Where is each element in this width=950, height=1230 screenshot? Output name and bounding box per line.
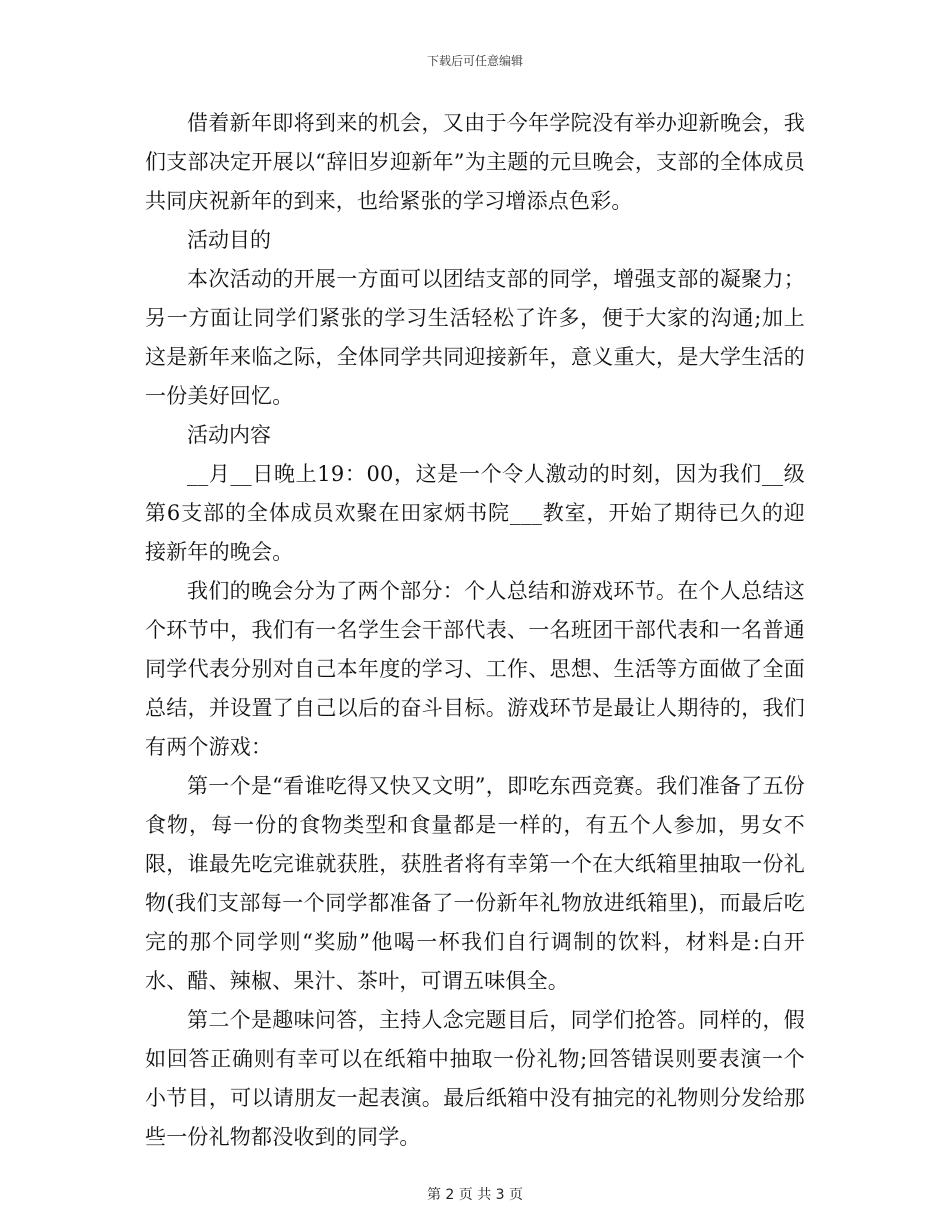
page-number: 第 2 页 共 3 页 <box>426 1187 524 1203</box>
paragraph-intro: 借着新年即将到来的机会，又由于今年学院没有举办迎新晚会，我们支部决定开展以“辞旧岁迎新年”为主题的元旦晚会，支部的全体成员共同庆祝新年的到来，也给紧张的学习增添点色彩。 <box>145 111 805 213</box>
paragraph-game-one: 第一个是“看谁吃得又快又文明”，即吃东西竞赛。我们准备了五份食物，每一份的食物类型和食量都是一样的，有五个人参加，男女不限，谁最先吃完谁就获胜，获胜者将有幸第一个在大纸箱里抽取一份礼物(我们支部每一个同学都准备了一份新年礼物放进纸箱里)，而最后吃完的那个同学则“奖励”他喝一杯我们自行调制的饮料，材料是:白开水、醋、辣椒、果汁、茶叶，可谓五味俱全。 <box>145 774 805 993</box>
document-body <box>145 104 805 1157</box>
section-heading-content: 活动内容 <box>187 423 271 447</box>
paragraph-game-two: 第二个是趣味问答，主持人念完题目后，同学们抢答。同样的，假如回答正确则有幸可以在纸箱中抽取一份礼物;回答错误则要表演一个小节目，可以请朋友一起表演。最后纸箱中没有抽完的礼物则分发给那些一份礼物都没收到的同学。 <box>145 1008 805 1149</box>
paragraph-event-time: __月__日晚上19：00，这是一个令人激动的时刻，因为我们__级第6支部的全体成员欢聚在田家炳书院___教室，开始了期待已久的迎接新年的晚会。 <box>145 462 805 564</box>
paragraph-event-parts: 我们的晚会分为了两个部分：个人总结和游戏环节。在个人总结这个环节中，我们有一名学生会干部代表、一名班团干部代表和一名普通同学代表分别对自己本年度的学习、工作、思想、生活等方面做了全面总结，并设置了自己以后的奋斗目标。游戏环节是最让人期待的，我们有两个游戏： <box>145 579 805 759</box>
page-header: 下载后可任意编辑 <box>426 54 523 68</box>
section-heading-purpose: 活动目的 <box>187 228 271 252</box>
paragraph-purpose: 本次活动的开展一方面可以团结支部的同学，增强支部的凝聚力；另一方面让同学们紧张的学习生活轻松了许多，便于大家的沟通;加上这是新年来临之际，全体同学共同迎接新年，意义重大，是大学生活的一份美好回忆。 <box>145 267 805 408</box>
